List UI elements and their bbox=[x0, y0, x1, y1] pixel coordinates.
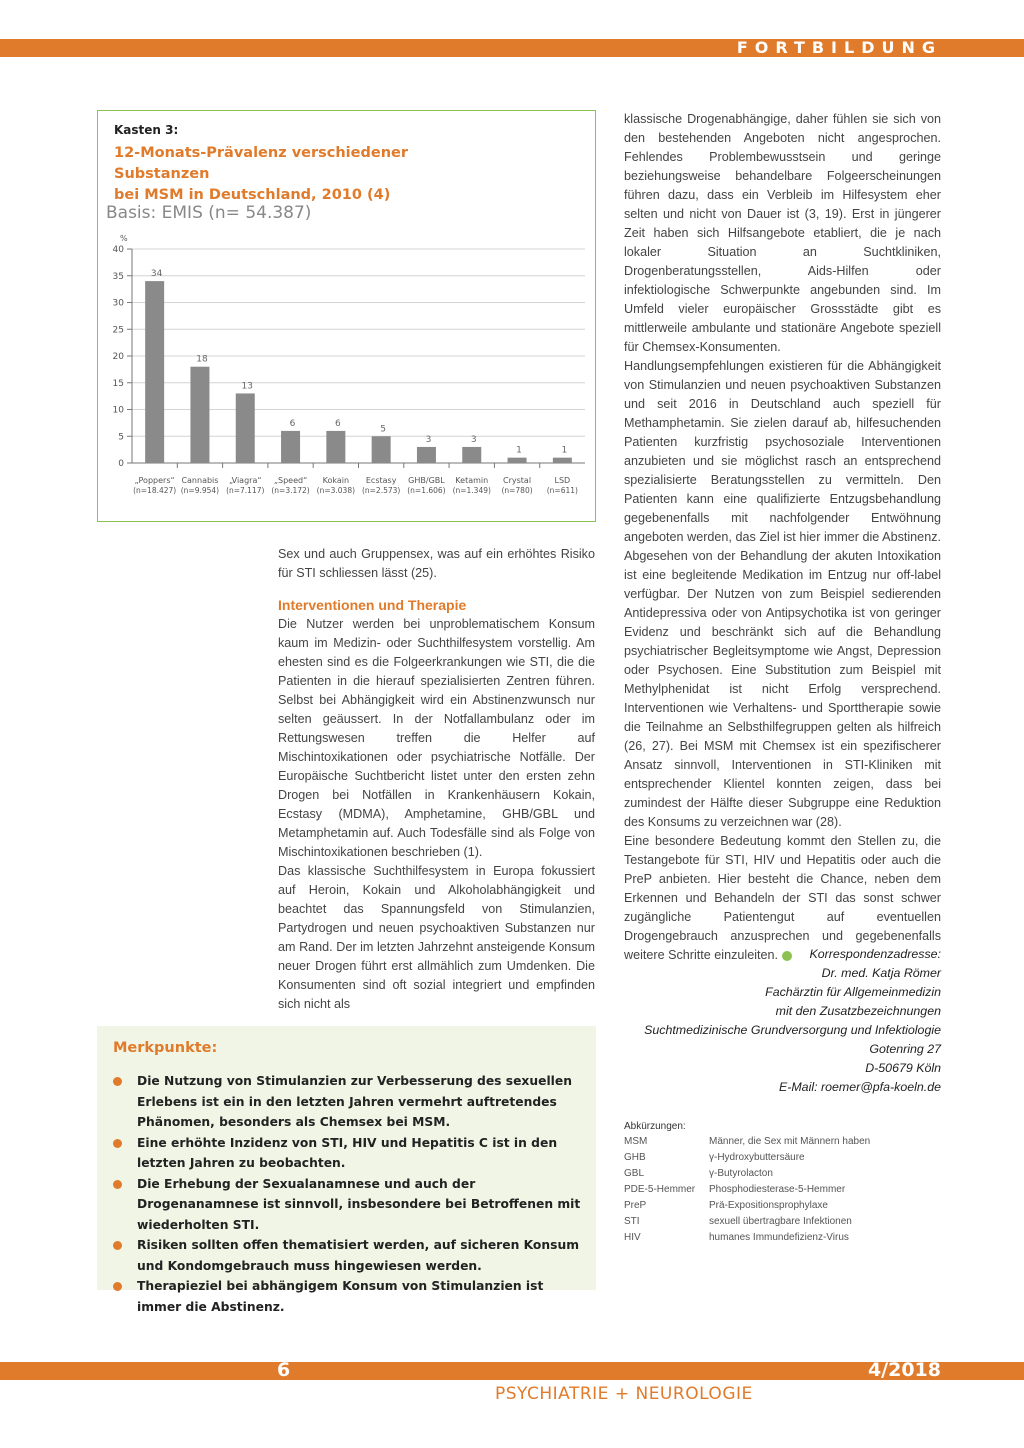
merkpunkt-item: Die Erhebung der Sexualanamnese und auch der Drogenanamnese ist sinnvoll, insbesondere bei Betroffenen mit wiederholten STI. bbox=[113, 1174, 583, 1236]
abbr-value: γ-Hydroxybuttersäure bbox=[709, 1152, 805, 1163]
x-tick-n-label: (n=3.038) bbox=[316, 486, 356, 495]
y-tick-label: 35 bbox=[112, 271, 124, 282]
x-tick-label: Cannabis bbox=[181, 476, 219, 485]
middle-paragraph-3: Das klassische Suchthilfesystem in Europa fokussiert auf Heroin, Kokain und Alkoholabhängigkeit und beachtet das Spannungsfeld von Stimulanzien, Partydrogen und neuen psychoaktiven Substanzen nur am Rand. Der im letzten Jahrzehnt ansteigende Konsum neuer Drogen führt erst allmählich zum Umdenken. Die Konsumenten sind oft sozial integriert und empfinden sich nicht als bbox=[278, 864, 595, 1011]
abbreviation-row bbox=[624, 1134, 870, 1150]
bar bbox=[281, 431, 300, 463]
abbreviations-title: Abkürzungen: bbox=[624, 1121, 686, 1132]
x-tick-n-label: (n=2.573) bbox=[361, 486, 401, 495]
x-tick-label: „Speed“ bbox=[273, 476, 308, 485]
box-title-line2: bei MSM in Deutschland, 2010 (4) bbox=[114, 187, 391, 203]
bar-value-label: 13 bbox=[241, 381, 253, 392]
abbreviation-row bbox=[624, 1214, 870, 1230]
x-tick-n-label: (n=9.954) bbox=[180, 486, 220, 495]
y-axis-unit: % bbox=[120, 234, 128, 243]
bar-value-label: 6 bbox=[334, 418, 341, 429]
merkpunkte-box bbox=[97, 1026, 596, 1314]
corr-name: Dr. med. Katja Römer bbox=[821, 966, 941, 980]
abbr-key: PreP bbox=[624, 1200, 647, 1211]
box-kicker: Kasten 3: bbox=[114, 123, 179, 137]
bar bbox=[508, 458, 527, 463]
middle-paragraph-2: Die Nutzer werden bei unproblematischem Konsum kaum im Medizin- oder Suchthilfesystem vorstellig. Am ehesten sind es die Folgeerkrankungen wie STI, die die Patienten in die hierauf spezialisierten Zentren führen. Selbst bei Abhängigkeit wird ein Abstinenzwunsch nur selten geäussert. In der Notfallambulanz oder im Rettungswesen treffen die Helfer auf Mischintoxikationen oder psychiatrische Notfälle. Der Europäische Suchtbericht listet unter den ersten zehn Drogen bei Notfällen in Krankenhäusern Kokain, Ecstasy (MDMA), Amphetamine, GHB/GBL und Metamphetamin auf. Auch Todesfälle sind als Folge von Mischintoxikationen beschrieben (1). bbox=[278, 617, 595, 859]
abbr-key: MSM bbox=[624, 1136, 648, 1147]
middle-column bbox=[278, 545, 595, 1014]
page-number: 6 bbox=[277, 1359, 291, 1381]
x-tick-label: Crystal bbox=[503, 476, 532, 485]
abbr-key: HIV bbox=[624, 1232, 641, 1243]
x-tick-label: „Poppers“ bbox=[134, 476, 175, 485]
corr-title: Fachärztin für Allgemeinmedizin bbox=[765, 985, 941, 999]
merkpunkt-item: Eine erhöhte Inzidenz von STI, HIV und Hepatitis C ist in den letzten Jahren zu beobachten. bbox=[113, 1133, 583, 1174]
bar bbox=[145, 281, 164, 463]
x-tick-label: LSD bbox=[554, 476, 571, 485]
merkpunkt-item: Risiken sollten offen thematisiert werden, auf sicheren Konsum und Kondomgebrauch muss hingewiesen werden. bbox=[113, 1235, 583, 1276]
abbr-value: Prä-Expositionsprophylaxe bbox=[709, 1200, 828, 1211]
merkpunkte-title: Merkpunkte: bbox=[113, 1040, 218, 1056]
bar-value-label: 3 bbox=[425, 434, 432, 445]
y-tick-label: 5 bbox=[118, 432, 124, 443]
y-tick-label: 20 bbox=[112, 352, 124, 362]
x-tick-n-label: (n=611) bbox=[546, 486, 578, 495]
y-tick-label: 30 bbox=[112, 298, 124, 309]
box-title-line1: 12-Monats-Prävalenz verschiedener Substanzen bbox=[114, 145, 409, 182]
bar bbox=[417, 447, 436, 463]
right-paragraph-2: Handlungsempfehlungen existieren für die Abhängigkeit von Stimulanzien und neuen psychoaktiven Substanzen und seit 2016 in Deutschland auch speziell für Methamphetamin. Sie zielen darauf ab, hilfesuchenden Patienten kurzfristig psychosoziale Interventionen anzubieten und sie möglichst rasch an entsprechend spezialisierte Beratungsstellen zu vermitteln. Den Patienten kann eine qualifizierte Entzugsbehandlung gegebenenfalls mit nachfolgender Entwöhnung angeboten werden, das Ziel ist hier immer die Abstinenz. Abgesehen von der Behandlung der akuten Intoxikation ist eine begleitende Medikation im Entzug nur off-label verfügbar. Der Nutzen von zum Beispiel sedierenden Antidepressiva oder von Antipsychotika ist von geringer Evidenz und beschränkt sich auf die Behandlung psychiatrischer Begleitsymptome wie Angst, Depression oder Psychosen. Eine Substitution zum Beispiel mit Methylphenidat ist nicht Erfolg versprechend. Interventionen wie Verhaltens- und Sporttherapie sowie die Teilnahme an Selbsthilfegruppen gelten als hilfreich (26, 27). Bei MSM mit Chemsex ist ein spezifischerer Ansatz sinnvoll, Interventionen in STI-Kliniken mit entsprechender Klientel konnten zeigen, dass bei zumindest der Hälfte dieser Subgruppe eine Reduktion des Konsums zu verzeichnen war (28). bbox=[624, 359, 941, 829]
corr-heading: Korrespondenzadresse: bbox=[809, 947, 941, 961]
y-tick-label: 15 bbox=[112, 378, 124, 389]
chart-box bbox=[97, 110, 596, 522]
abbreviation-row bbox=[624, 1166, 870, 1182]
corr-street: Gotenring 27 bbox=[869, 1042, 941, 1056]
abbr-value: Phosphodiesterase-5-Hemmer bbox=[709, 1184, 846, 1195]
abbreviation-row bbox=[624, 1182, 870, 1198]
x-tick-label: GHB/GBL bbox=[408, 476, 445, 485]
right-column bbox=[624, 110, 941, 965]
bar-value-label: 18 bbox=[196, 354, 208, 365]
abbreviation-row bbox=[624, 1198, 870, 1214]
issue-number: 4/2018 bbox=[867, 1359, 941, 1381]
merkpunkte-list bbox=[113, 1071, 583, 1317]
abbr-key: STI bbox=[624, 1216, 640, 1227]
section-label: FORTBILDUNG bbox=[736, 38, 942, 57]
x-tick-label: Ecstasy bbox=[365, 476, 397, 485]
abbreviation-row bbox=[624, 1150, 870, 1166]
right-paragraph-1: klassische Drogenabhängige, daher fühlen sie sich von den bestehenden Angeboten nicht angesprochen. Fehlendes Problembewusstsein und geringe beziehungsweise behandelbare Folgeerscheinungen führen dazu, dass ein Verbleib im Hilfesystem eher selten und nicht von Dauer ist (3, 19). Erst in jüngerer Zeit haben sich Hilfsangebote etabliert, die je nach lokaler Situation an Suchtkliniken, Drogenberatungsstellen, Aids-Hilfen oder infektiologische Schwerpunkte angebunden sind. Im Umfeld vieler europäischer Grossstädte gibt es mittlerweile ambulante und stationäre Angebote speziell für Chemsex-Konsumenten. bbox=[624, 112, 941, 354]
corr-city: D-50679 Köln bbox=[865, 1061, 941, 1075]
bar bbox=[372, 436, 391, 463]
y-tick-label: 25 bbox=[112, 325, 124, 336]
box-title bbox=[114, 143, 454, 206]
top-section-bar bbox=[0, 39, 1024, 57]
x-tick-n-label: (n=3.172) bbox=[271, 486, 310, 495]
bar bbox=[190, 367, 209, 463]
x-tick-label: Kokain bbox=[322, 476, 350, 485]
bar bbox=[462, 447, 481, 463]
merkpunkt-item: Therapieziel bei abhängigem Konsum von Stimulanzien ist immer die Abstinenz. bbox=[113, 1276, 583, 1317]
correspondence-address bbox=[600, 945, 941, 1097]
x-tick-n-label: (n=1.606) bbox=[407, 486, 446, 495]
journal-name: PSYCHIATRIE + NEUROLOGIE bbox=[495, 1384, 753, 1404]
bar-value-label: 1 bbox=[516, 445, 522, 456]
bar-chart bbox=[98, 229, 595, 519]
y-tick-label: 0 bbox=[118, 459, 124, 469]
x-tick-label: Ketamin bbox=[455, 476, 489, 485]
abbreviations bbox=[624, 1121, 870, 1246]
merkpunkt-item: Die Nutzung von Stimulanzien zur Verbesserung des sexuellen Erlebens ist ein in den letzten Jahren vermehrt auftretendes Phänomen, besonders als Chemsex bei MSM. bbox=[113, 1071, 583, 1133]
chart-subtitle: Basis: EMIS (n= 54.387) bbox=[106, 203, 312, 223]
corr-line5: Suchtmedizinische Grundversorgung und Infektiologie bbox=[644, 1023, 941, 1037]
abbr-value: Männer, die Sex mit Männern haben bbox=[709, 1136, 871, 1147]
abbr-key: GBL bbox=[624, 1168, 645, 1179]
bar-value-label: 6 bbox=[289, 418, 296, 429]
corr-line4: mit den Zusatzbezeichnungen bbox=[775, 1004, 941, 1018]
bottom-bar bbox=[0, 1359, 1024, 1381]
right-paragraph-3-text: Eine besondere Bedeutung kommt den Stellen zu, die Testangebote für STI, HIV und Hepatitis oder auch die PreP anbieten. Hier besteht die Chance, neben dem Erkennen und Behandeln der STI das sonst schwer zugängliche Patientengut auf eventuellen Drogengebrauch anzusprechen und gegebenenfalls weitere Schritte einzuleiten. bbox=[624, 834, 941, 962]
bar bbox=[236, 393, 255, 463]
abbr-value: γ-Butyrolacton bbox=[709, 1168, 773, 1179]
y-tick-label: 10 bbox=[112, 405, 124, 416]
y-tick-label: 40 bbox=[112, 245, 124, 255]
abbr-value: humanes Immundefizienz-Virus bbox=[709, 1232, 849, 1243]
x-tick-n-label: (n=780) bbox=[501, 486, 533, 495]
abbr-value: sexuell übertragbare Infektionen bbox=[709, 1216, 852, 1227]
abbr-key: PDE-5-Hemmer bbox=[624, 1184, 696, 1195]
bar-value-label: 5 bbox=[380, 424, 387, 435]
bar-value-label: 3 bbox=[470, 434, 477, 445]
x-tick-label: „Viagra“ bbox=[228, 476, 262, 485]
corr-email: E-Mail: roemer@pfa-koeln.de bbox=[778, 1080, 941, 1094]
abbr-key: GHB bbox=[624, 1152, 646, 1163]
bar bbox=[553, 458, 572, 463]
middle-paragraph-1: Sex und auch Gruppensex, was auf ein erhöhtes Risiko für STI schliessen lässt (25). bbox=[278, 547, 595, 580]
x-tick-n-label: (n=7.117) bbox=[226, 486, 265, 495]
section-heading: Interventionen und Therapie bbox=[278, 597, 467, 613]
bar bbox=[326, 431, 345, 463]
bar-value-label: 1 bbox=[561, 445, 568, 456]
bar-value-label: 34 bbox=[150, 269, 163, 280]
abbreviation-row bbox=[624, 1230, 870, 1246]
x-tick-n-label: (n=18.427) bbox=[133, 486, 177, 495]
x-tick-n-label: (n=1.349) bbox=[452, 486, 491, 495]
